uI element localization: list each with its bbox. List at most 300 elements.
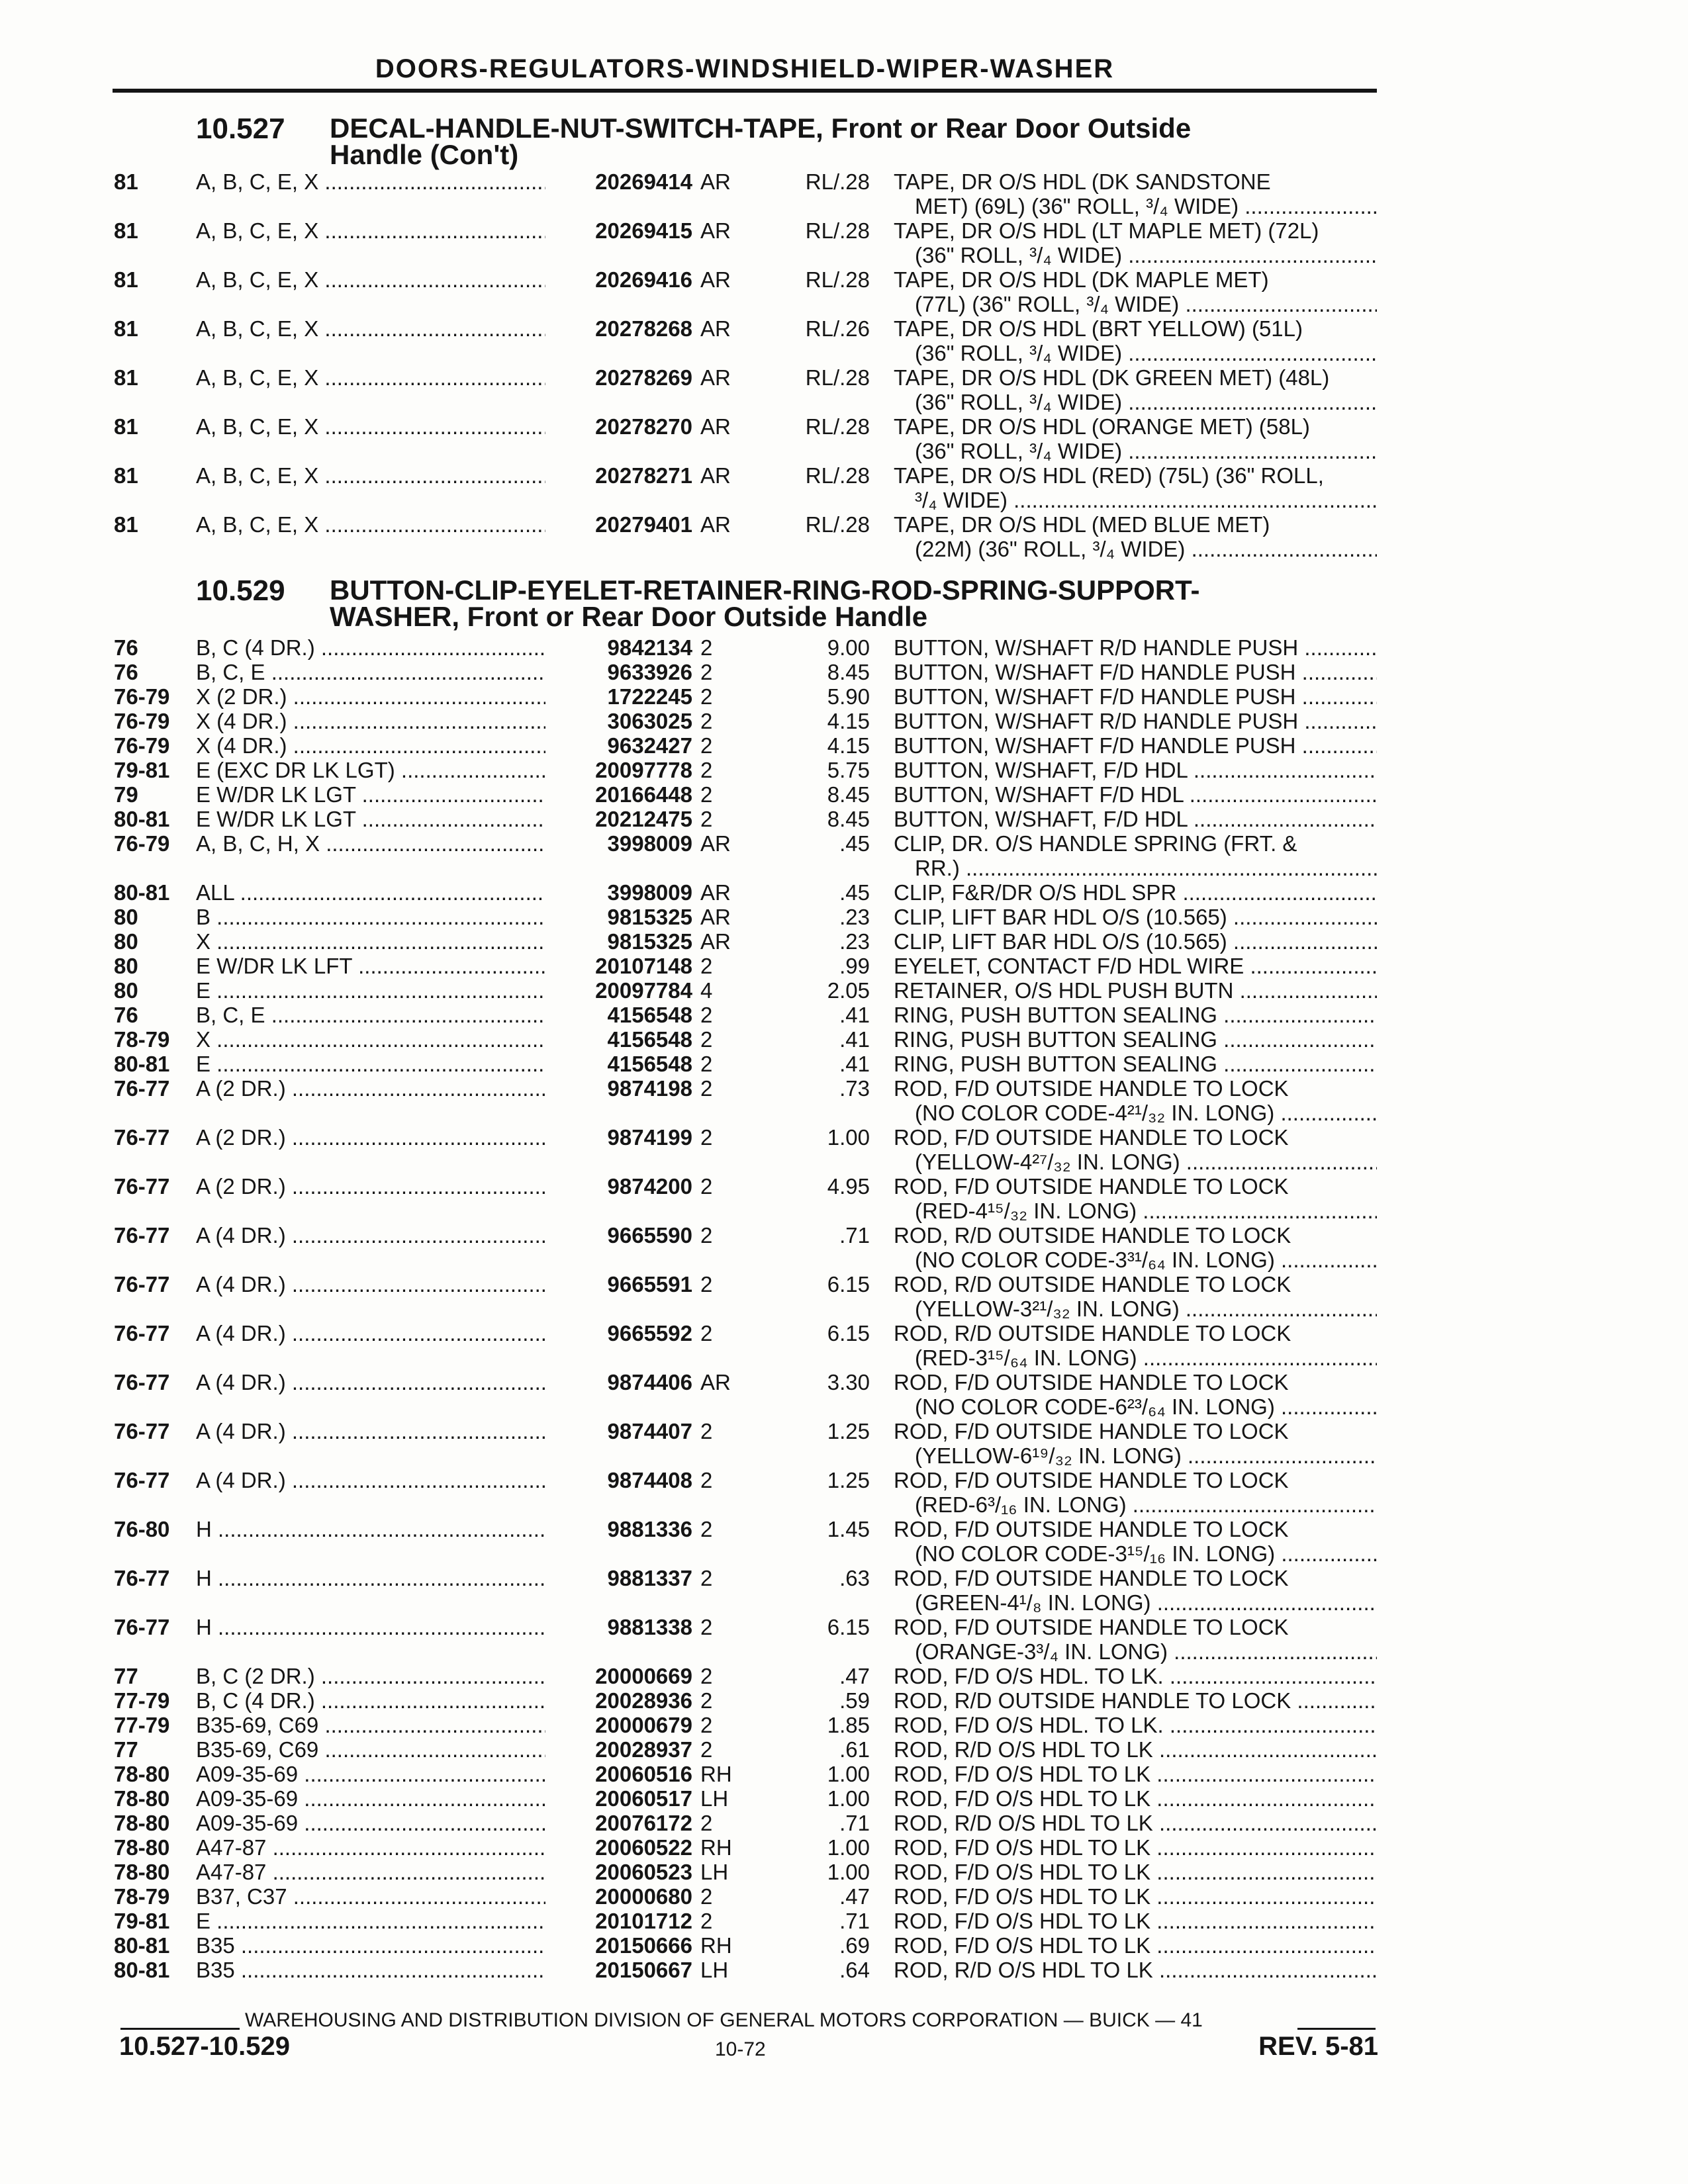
model-year: 76-77 [114,1125,170,1150]
model-year: 77 [114,1737,138,1762]
part-number: 20278269 [595,365,692,390]
quantity: 2 [700,1615,713,1639]
part-number: 9815325 [607,905,692,929]
description-continuation: (YELLOW-3²¹/₃₂ IN. LONG) ..... [915,1297,1377,1321]
description: BUTTON, W/SHAFT F/D HANDLE PUSH ..... [894,733,1377,758]
model-code: B35-69, C69 ..... [196,1737,545,1762]
quantity: 2 [700,1076,713,1101]
model-year: 76-79 [114,831,170,856]
description: ROD, F/D OUTSIDE HANDLE TO LOCK [894,1419,1289,1443]
model-code: A (2 DR.) ..... [196,1076,545,1101]
part-number: 9815325 [607,929,692,954]
description: TAPE, DR O/S HDL (DK GREEN MET) (48L) [894,365,1330,390]
title-rule [113,89,1377,93]
model-code: E ..... [196,1052,545,1076]
price: 2.05 [827,978,870,1003]
price: .23 [839,929,870,954]
part-row-continuation [0,1345,1688,1370]
quantity: LH [700,1860,729,1884]
description: ROD, R/D OUTSIDE HANDLE TO LOCK [894,1223,1291,1248]
price: RL/.28 [805,463,870,488]
part-row [0,1419,1688,1443]
model-code: B, C (2 DR.) ..... [196,1664,545,1688]
price: 1.25 [827,1468,870,1492]
model-code: H ..... [196,1566,545,1590]
part-row [0,1688,1688,1713]
description: TAPE, DR O/S HDL (LT MAPLE MET) (72L) [894,218,1319,243]
price: 1.45 [827,1517,870,1541]
price: .23 [839,905,870,929]
price: .41 [839,1052,870,1076]
model-year: 76-77 [114,1370,170,1394]
part-row [0,218,1688,243]
part-row [0,1835,1688,1860]
model-code: A, B, C, H, X ..... [196,831,545,856]
price: .41 [839,1027,870,1052]
model-year: 76 [114,635,138,660]
part-row [0,1468,1688,1492]
price: .63 [839,1566,870,1590]
model-code: E ..... [196,1909,545,1933]
quantity: 2 [700,758,713,782]
section-title-line2: Handle (Con't) [330,139,519,170]
quantity: 2 [700,1419,713,1443]
quantity: 2 [700,1884,713,1909]
model-year: 76-79 [114,684,170,709]
model-year: 80 [114,954,138,978]
description: CLIP, LIFT BAR HDL O/S (10.565) ..... [894,929,1377,954]
model-code: A47-87 ..... [196,1860,545,1884]
description: ROD, F/D O/S HDL. TO LK. ..... [894,1664,1377,1688]
part-row [0,1076,1688,1101]
description: ROD, F/D O/S HDL. TO LK. ..... [894,1713,1377,1737]
price: .45 [839,831,870,856]
quantity: 2 [700,1468,713,1492]
part-row [0,1027,1688,1052]
description: ROD, R/D O/S HDL TO LK ..... [894,1811,1377,1835]
part-number: 9881336 [607,1517,692,1541]
description-continuation: ³/₄ WIDE) ..... [915,488,1377,512]
model-code: E W/DR LK LGT ..... [196,807,545,831]
part-number: 3998009 [607,831,692,856]
part-number: 20150667 [595,1958,692,1982]
price: RL/.28 [805,512,870,537]
page-title: DOORS-REGULATORS-WINDSHIELD-WIPER-WASHER [375,54,1115,83]
model-year: 78-80 [114,1786,170,1811]
part-number: 20097778 [595,758,692,782]
model-year: 76 [114,660,138,684]
model-code: A (4 DR.) ..... [196,1223,545,1248]
description: ROD, F/D O/S HDL TO LK ..... [894,1909,1377,1933]
model-code: A (4 DR.) ..... [196,1468,545,1492]
part-row [0,1737,1688,1762]
model-code: X (4 DR.) ..... [196,733,545,758]
quantity: AR [700,218,731,243]
description: ROD, F/D O/S HDL TO LK ..... [894,1860,1377,1884]
part-row [0,1786,1688,1811]
model-year: 79-81 [114,1909,170,1933]
price: RL/.28 [805,365,870,390]
description: BUTTON, W/SHAFT, F/D HDL ..... [894,807,1377,831]
part-row-continuation [0,1492,1688,1517]
description-continuation: (GREEN-4¹/₈ IN. LONG) ..... [915,1590,1377,1615]
description: BUTTON, W/SHAFT R/D HANDLE PUSH ..... [894,709,1377,733]
quantity: 2 [700,954,713,978]
price: 1.00 [827,1860,870,1884]
description: BUTTON, W/SHAFT F/D HANDLE PUSH ..... [894,684,1377,709]
description: ROD, R/D O/S HDL TO LK ..... [894,1737,1377,1762]
part-row-continuation [0,1590,1688,1615]
price: 1.00 [827,1125,870,1150]
model-code: A09-35-69 ..... [196,1811,545,1835]
price: RL/.28 [805,414,870,439]
model-year: 80-81 [114,807,170,831]
price: .59 [839,1688,870,1713]
model-code: B35 ..... [196,1933,545,1958]
quantity: 2 [700,782,713,807]
price: .73 [839,1076,870,1101]
description: RING, PUSH BUTTON SEALING ..... [894,1027,1377,1052]
description: ROD, F/D OUTSIDE HANDLE TO LOCK [894,1370,1289,1394]
price: .71 [839,1223,870,1248]
part-row [0,1052,1688,1076]
description: RING, PUSH BUTTON SEALING ..... [894,1052,1377,1076]
part-row [0,831,1688,856]
description: BUTTON, W/SHAFT F/D HDL ..... [894,782,1377,807]
quantity: AR [700,267,731,292]
description: BUTTON, W/SHAFT, F/D HDL ..... [894,758,1377,782]
model-code: A09-35-69 ..... [196,1786,545,1811]
description: ROD, F/D O/S HDL TO LK ..... [894,1933,1377,1958]
model-code: A09-35-69 ..... [196,1762,545,1786]
model-code: A (4 DR.) ..... [196,1370,545,1394]
price: .69 [839,1933,870,1958]
part-row [0,1517,1688,1541]
model-code: B, C (4 DR.) ..... [196,635,545,660]
part-row [0,267,1688,292]
part-row-continuation [0,488,1688,512]
model-year: 81 [114,512,138,537]
part-number: 9874199 [607,1125,692,1150]
part-number: 20060517 [595,1786,692,1811]
part-row [0,1370,1688,1394]
price: .71 [839,1811,870,1835]
part-row-continuation [0,1199,1688,1223]
part-row [0,905,1688,929]
description: ROD, F/D OUTSIDE HANDLE TO LOCK [894,1125,1289,1150]
model-code: A (2 DR.) ..... [196,1125,545,1150]
part-row [0,169,1688,194]
quantity: 2 [700,1272,713,1297]
price: 1.00 [827,1835,870,1860]
description: ROD, F/D OUTSIDE HANDLE TO LOCK [894,1174,1289,1199]
part-number: 4156548 [607,1052,692,1076]
part-row-continuation [0,1443,1688,1468]
description: ROD, R/D OUTSIDE HANDLE TO LOCK ..... [894,1688,1377,1713]
part-number: 9874407 [607,1419,692,1443]
price: 3.30 [827,1370,870,1394]
description-continuation: (77L) (36" ROLL, ³/₄ WIDE) ..... [915,292,1377,316]
model-year: 76-77 [114,1615,170,1639]
description: TAPE, DR O/S HDL (DK MAPLE MET) [894,267,1269,292]
description: ROD, F/D OUTSIDE HANDLE TO LOCK [894,1566,1289,1590]
description: ROD, R/D OUTSIDE HANDLE TO LOCK [894,1321,1291,1345]
part-row-continuation [0,856,1688,880]
description-continuation: (NO COLOR CODE-6²³/₆₄ IN. LONG) ..... [915,1394,1377,1419]
part-number: 20060516 [595,1762,692,1786]
section-number: 10.529 [196,574,285,607]
model-code: ALL ..... [196,880,545,905]
part-row [0,1909,1688,1933]
model-code: A (4 DR.) ..... [196,1419,545,1443]
quantity: 2 [700,1517,713,1541]
part-row [0,1003,1688,1027]
description: ROD, R/D O/S HDL TO LK ..... [894,1958,1377,1982]
model-year: 81 [114,316,138,341]
part-row-continuation [0,390,1688,414]
quantity: 2 [700,1664,713,1688]
part-row-continuation [0,1639,1688,1664]
part-number: 9665592 [607,1321,692,1345]
quantity: LH [700,1786,729,1811]
quantity: RH [700,1835,732,1860]
part-row [0,414,1688,439]
part-row [0,1566,1688,1590]
price: 6.15 [827,1272,870,1297]
price: 6.15 [827,1615,870,1639]
footer-text: WAREHOUSING AND DISTRIBUTION DIVISION OF GENERAL MOTORS CORPORATION — BUICK — 41 [245,2009,1203,2031]
part-row [0,316,1688,341]
model-year: 78-80 [114,1762,170,1786]
part-row [0,1762,1688,1786]
description: ROD, F/D O/S HDL TO LK ..... [894,1786,1377,1811]
section-title-line2: WASHER, Front or Rear Door Outside Handle [330,601,928,632]
price: .71 [839,1909,870,1933]
model-code: B, C, E ..... [196,1003,545,1027]
model-code: E W/DR LK LFT ..... [196,954,545,978]
part-row [0,954,1688,978]
part-number: 9874406 [607,1370,692,1394]
price: .41 [839,1003,870,1027]
model-year: 76-77 [114,1272,170,1297]
part-row [0,929,1688,954]
part-number: 20150666 [595,1933,692,1958]
quantity: 2 [700,1688,713,1713]
section-title-line1: BUTTON-CLIP-EYELET-RETAINER-RING-ROD-SPRING-SUPPORT- [330,574,1200,606]
model-code: X (4 DR.) ..... [196,709,545,733]
part-row [0,1958,1688,1982]
model-code: A, B, C, E, X ..... [196,365,545,390]
part-number: 4156548 [607,1003,692,1027]
model-year: 80-81 [114,1933,170,1958]
part-row [0,782,1688,807]
description: ROD, F/D OUTSIDE HANDLE TO LOCK [894,1517,1289,1541]
description: BUTTON, W/SHAFT R/D HANDLE PUSH ..... [894,635,1377,660]
part-row [0,512,1688,537]
part-row [0,1125,1688,1150]
model-code: A, B, C, E, X ..... [196,463,545,488]
model-year: 81 [114,463,138,488]
quantity: AR [700,414,731,439]
model-code: B ..... [196,905,545,929]
part-number: 20076172 [595,1811,692,1835]
model-code: B37, C37 ..... [196,1884,545,1909]
description-continuation: (36" ROLL, ³/₄ WIDE) ..... [915,390,1377,414]
quantity: AR [700,316,731,341]
model-code: A, B, C, E, X ..... [196,414,545,439]
quantity: AR [700,929,731,954]
part-number: 20279401 [595,512,692,537]
description-continuation: (NO COLOR CODE-4²¹/₃₂ IN. LONG) ..... [915,1101,1377,1125]
part-row [0,684,1688,709]
model-year: 81 [114,169,138,194]
part-row-continuation [0,439,1688,463]
quantity: 2 [700,1737,713,1762]
description: RETAINER, O/S HDL PUSH BUTN ..... [894,978,1377,1003]
part-number: 9874198 [607,1076,692,1101]
price: 4.95 [827,1174,870,1199]
part-number: 20028937 [595,1737,692,1762]
description-continuation: RR.) ..... [915,856,1377,880]
quantity: RH [700,1762,732,1786]
model-code: A (4 DR.) ..... [196,1272,545,1297]
part-row-continuation [0,341,1688,365]
model-code: H ..... [196,1517,545,1541]
part-number: 20212475 [595,807,692,831]
part-row [0,1811,1688,1835]
price: RL/.26 [805,316,870,341]
price: .61 [839,1737,870,1762]
part-row-continuation [0,1248,1688,1272]
part-row [0,1272,1688,1297]
footer-revision: REV. 5-81 [1258,2032,1378,2061]
part-number: 20000669 [595,1664,692,1688]
description-continuation: (NO COLOR CODE-3³¹/₆₄ IN. LONG) ..... [915,1248,1377,1272]
part-row-continuation [0,1101,1688,1125]
part-number: 20060523 [595,1860,692,1884]
model-code: B35-69, C69 ..... [196,1713,545,1737]
quantity: AR [700,169,731,194]
model-code: B, C, E ..... [196,660,545,684]
description: CLIP, LIFT BAR HDL O/S (10.565) ..... [894,905,1377,929]
part-row [0,1223,1688,1248]
description: TAPE, DR O/S HDL (MED BLUE MET) [894,512,1270,537]
price: .64 [839,1958,870,1982]
description: ROD, F/D O/S HDL TO LK ..... [894,1762,1377,1786]
part-number: 20278270 [595,414,692,439]
price: 8.45 [827,660,870,684]
quantity: 2 [700,1027,713,1052]
description: TAPE, DR O/S HDL (RED) (75L) (36" ROLL, [894,463,1324,488]
description-continuation: (36" ROLL, ³/₄ WIDE) ..... [915,341,1377,365]
description-continuation: MET) (69L) (36" ROLL, ³/₄ WIDE) ..... [915,194,1377,218]
part-number: 9665590 [607,1223,692,1248]
price: 1.85 [827,1713,870,1737]
model-code: A, B, C, E, X ..... [196,267,545,292]
part-row [0,758,1688,782]
model-code: E ..... [196,978,545,1003]
part-row-continuation [0,1150,1688,1174]
quantity: 2 [700,1811,713,1835]
description: CLIP, DR. O/S HANDLE SPRING (FRT. & [894,831,1297,856]
footer-rule-right [1297,2028,1376,2030]
model-year: 81 [114,218,138,243]
model-year: 77-79 [114,1713,170,1737]
quantity: 2 [700,1125,713,1150]
model-year: 77-79 [114,1688,170,1713]
quantity: 2 [700,660,713,684]
price: 5.75 [827,758,870,782]
model-year: 76-79 [114,709,170,733]
part-row-continuation [0,1297,1688,1321]
part-row-continuation [0,1394,1688,1419]
description-continuation: (36" ROLL, ³/₄ WIDE) ..... [915,439,1377,463]
model-code: X (2 DR.) ..... [196,684,545,709]
description-continuation: (22M) (36" ROLL, ³/₄ WIDE) ..... [915,537,1377,561]
quantity: 2 [700,807,713,831]
model-year: 76-77 [114,1076,170,1101]
model-year: 77 [114,1664,138,1688]
price: 4.15 [827,709,870,733]
part-row [0,1174,1688,1199]
quantity: RH [700,1933,732,1958]
description: EYELET, CONTACT F/D HDL WIRE ..... [894,954,1377,978]
model-code: A, B, C, E, X ..... [196,512,545,537]
model-code: A, B, C, E, X ..... [196,316,545,341]
part-row-continuation [0,194,1688,218]
price: 4.15 [827,733,870,758]
part-number: 20028936 [595,1688,692,1713]
price: RL/.28 [805,218,870,243]
quantity: 2 [700,709,713,733]
model-code: E W/DR LK LGT ..... [196,782,545,807]
quantity: LH [700,1958,729,1982]
price: .99 [839,954,870,978]
description-continuation: (YELLOW-4²⁷/₃₂ IN. LONG) ..... [915,1150,1377,1174]
part-number: 9842134 [607,635,692,660]
quantity: 2 [700,1321,713,1345]
quantity: 2 [700,1909,713,1933]
price: 6.15 [827,1321,870,1345]
section-number: 10.527 [196,113,285,145]
price: 8.45 [827,807,870,831]
quantity: 2 [700,1566,713,1590]
quantity: 2 [700,684,713,709]
description: TAPE, DR O/S HDL (ORANGE MET) (58L) [894,414,1310,439]
price: 8.45 [827,782,870,807]
part-number: 20269414 [595,169,692,194]
model-year: 79 [114,782,138,807]
quantity: AR [700,831,731,856]
description-continuation: (YELLOW-6¹⁹/₃₂ IN. LONG) ..... [915,1443,1377,1468]
part-number: 9632427 [607,733,692,758]
price: .47 [839,1884,870,1909]
quantity: AR [700,512,731,537]
model-year: 76 [114,1003,138,1027]
part-row [0,733,1688,758]
model-year: 76-77 [114,1174,170,1199]
part-row [0,1664,1688,1688]
description: ROD, F/D OUTSIDE HANDLE TO LOCK [894,1076,1289,1101]
part-row [0,880,1688,905]
description-continuation: (ORANGE-3³/₄ IN. LONG) ..... [915,1639,1377,1664]
quantity: AR [700,880,731,905]
model-year: 78-79 [114,1027,170,1052]
part-number: 3998009 [607,880,692,905]
quantity: 4 [700,978,713,1003]
part-number: 20000680 [595,1884,692,1909]
quantity: 2 [700,1052,713,1076]
